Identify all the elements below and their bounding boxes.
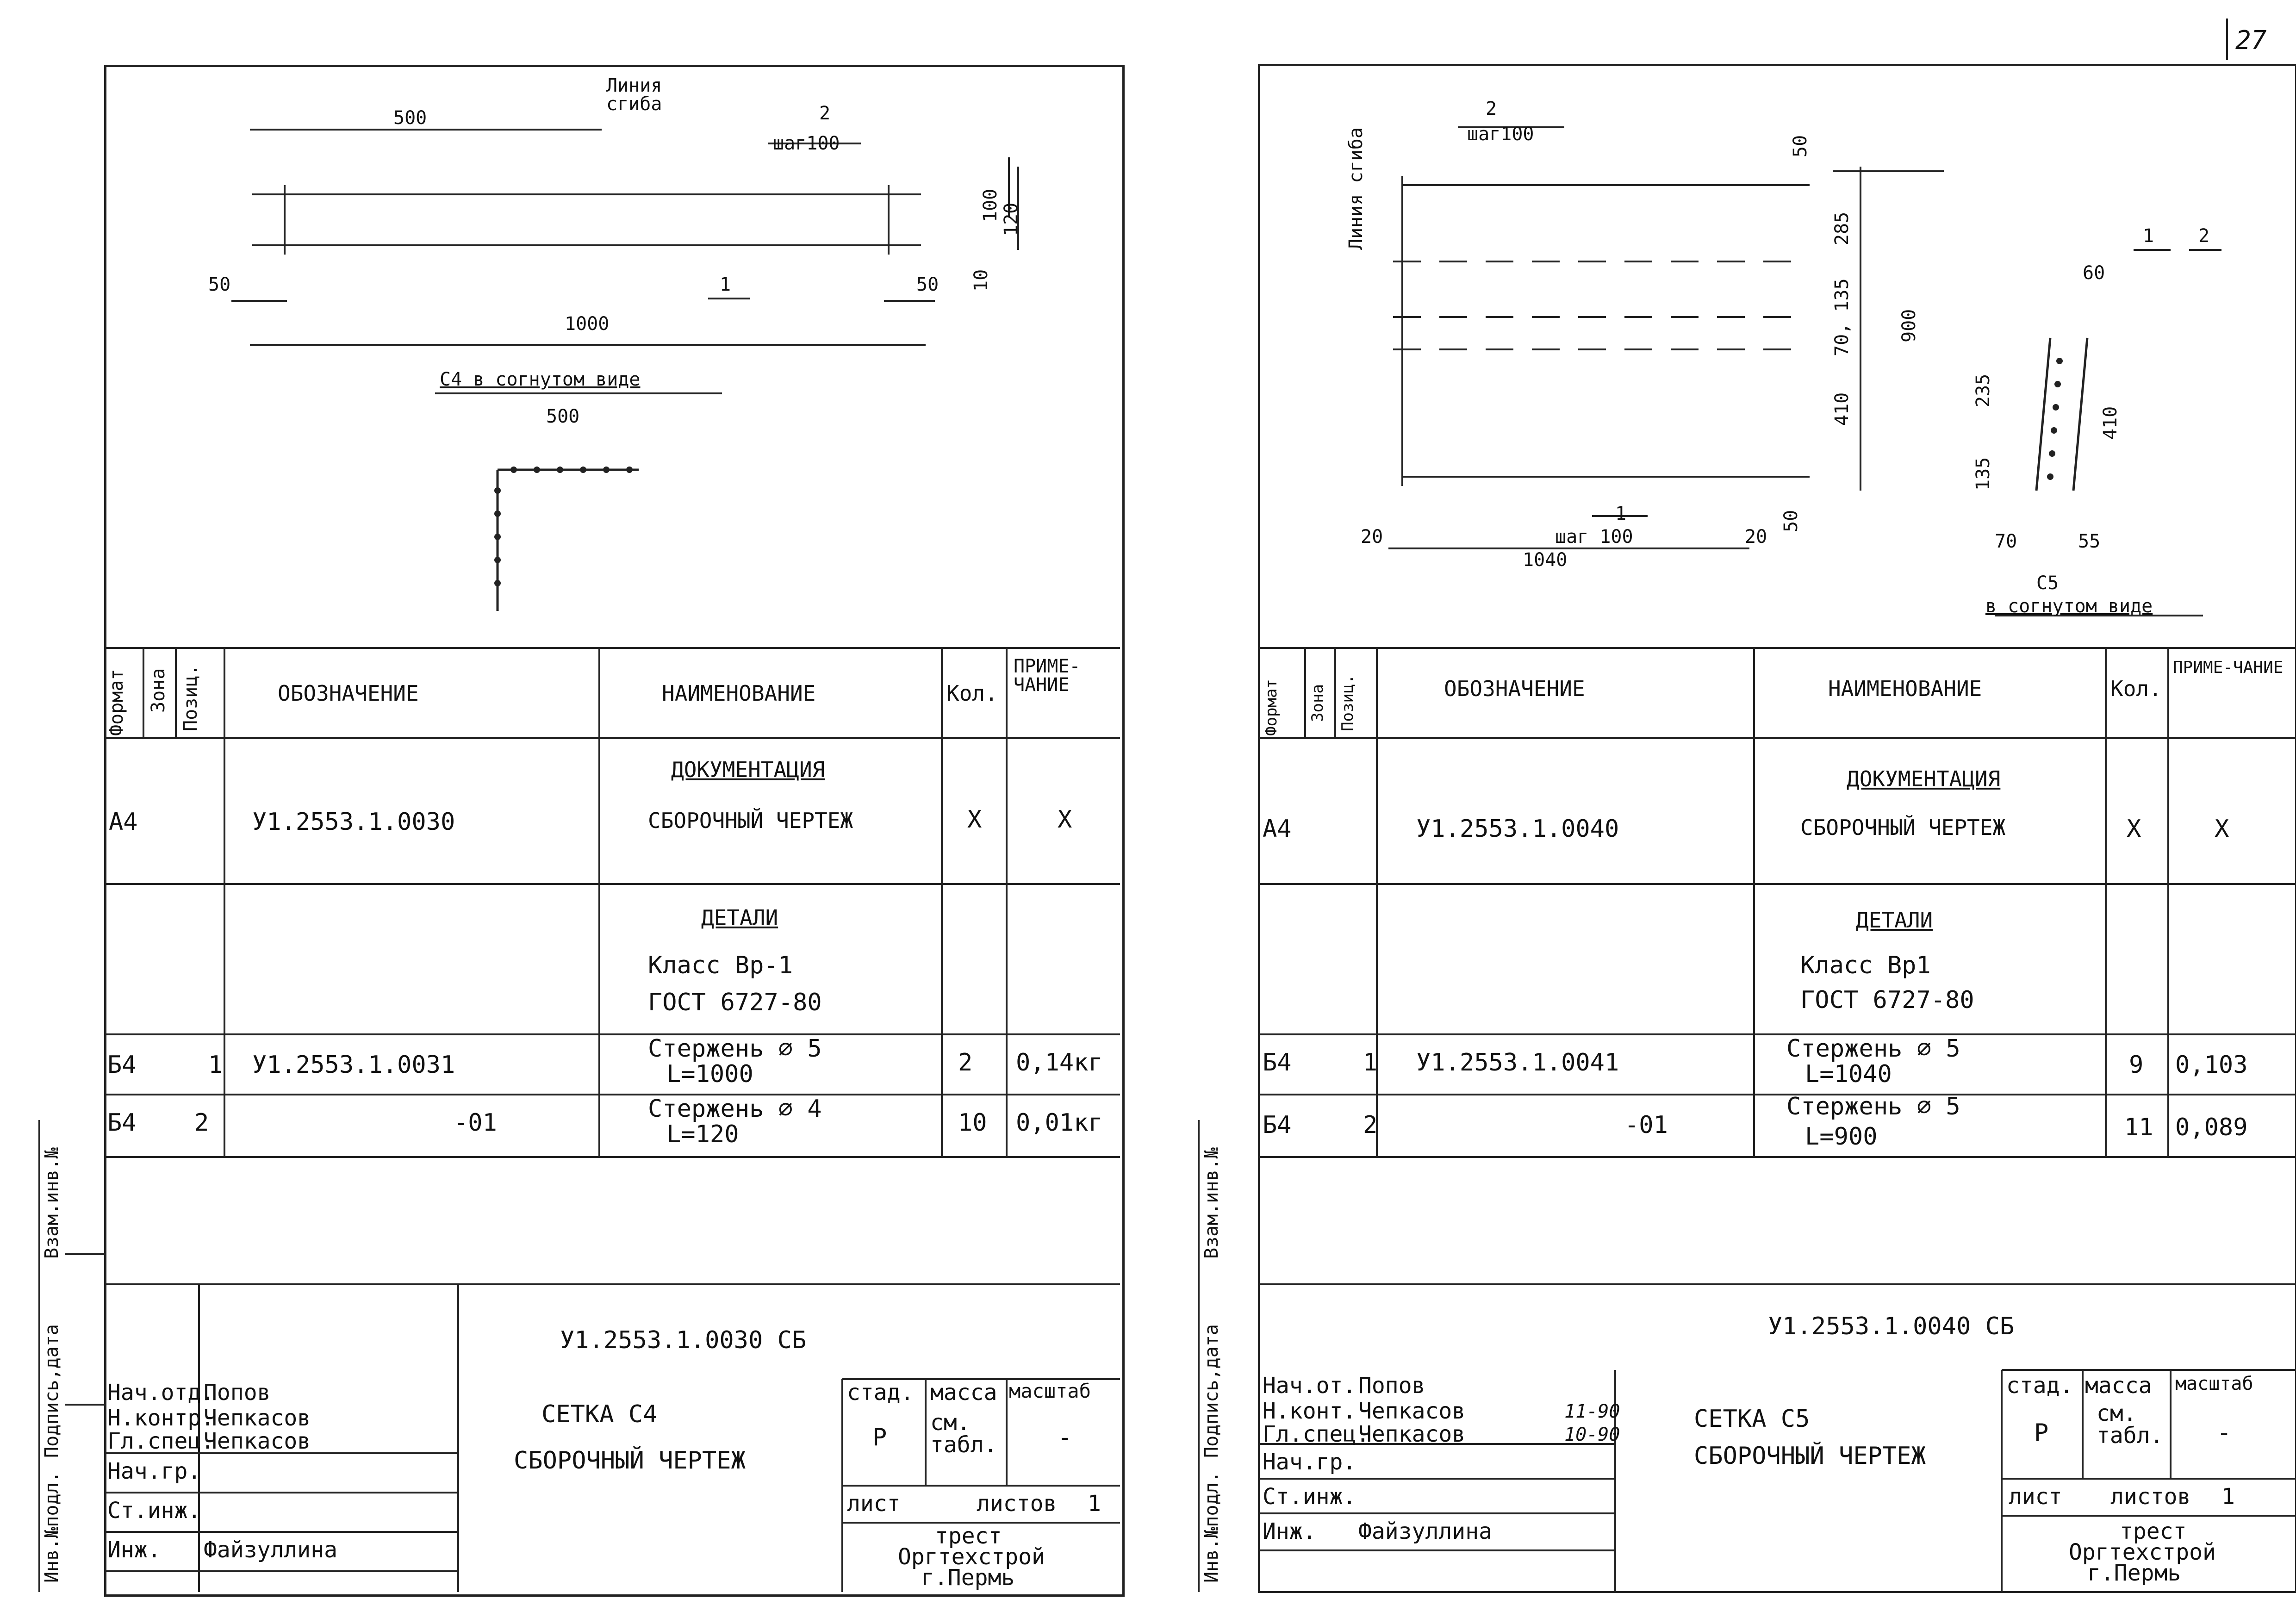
right-dim-50-bottom: 50	[1780, 510, 1802, 532]
left-row1-designation: У1.2553.1.0031	[252, 1051, 455, 1079]
left-tb-scale-label: масштаб	[1009, 1380, 1091, 1402]
left-row1-qty: 2	[958, 1049, 973, 1076]
left-tb-mass-label: масса	[930, 1380, 997, 1406]
right-bent-235: 235	[1972, 373, 1994, 407]
right-row1-name: Стержень ∅ 5	[1786, 1035, 1960, 1063]
right-col-note: ПРИМЕ-ЧАНИЕ	[2173, 658, 2284, 677]
right-doc-name: СБОРОЧНЫЙ ЧЕРТЕЖ	[1800, 815, 2006, 840]
left-row2-qty: 10	[958, 1109, 987, 1137]
right-tb-sheets: 1	[2221, 1484, 2235, 1510]
right-row2-format: Б4	[1263, 1111, 1292, 1139]
right-side-inv-orig: Инв.№подл.	[1201, 1471, 1222, 1583]
right-row1-qty: 9	[2129, 1051, 2144, 1079]
left-dim-120: 120	[1001, 202, 1022, 236]
left-tb-role-2: Н.контр.	[107, 1405, 215, 1431]
left-row2-designation: -01	[454, 1109, 497, 1137]
right-tb-title1: СЕТКА С5	[1694, 1405, 1810, 1433]
right-tb-title2: СБОРОЧНЫЙ ЧЕРТЕЖ	[1694, 1442, 1926, 1470]
left-col-designation: ОБОЗНАЧЕНИЕ	[278, 681, 419, 706]
left-pos2-step: шаг100	[773, 133, 840, 154]
left-tb-sheets: 1	[1088, 1491, 1101, 1517]
right-details-class: Класс Вр1	[1800, 952, 1931, 979]
right-bend-line: Линия сгиба	[1345, 127, 1367, 250]
right-details-section: ДЕТАЛИ	[1856, 908, 1933, 933]
left-doc-name: СБОРОЧНЫЙ ЧЕРТЕЖ	[648, 808, 853, 833]
right-col-name: НАИМЕНОВАНИЕ	[1828, 676, 1982, 701]
left-dim-500-top: 500	[393, 107, 427, 129]
right-tb-sheet-label: лист	[2009, 1484, 2062, 1510]
right-doc-format: А4	[1263, 815, 1292, 843]
right-bent-410: 410	[2100, 406, 2121, 440]
left-dim-50-left: 50	[208, 274, 231, 295]
left-details-class: Класс Bp-1	[648, 952, 793, 979]
right-col-qty: Кол.	[2110, 676, 2162, 701]
left-doc-note: X	[1058, 806, 1072, 834]
left-row2-pos: 2	[194, 1109, 209, 1137]
right-row1-format: Б4	[1263, 1049, 1292, 1076]
left-col-format: Формат	[106, 669, 127, 736]
right-side-replace-inv: Взам.инв.№	[1201, 1147, 1222, 1259]
right-pos1-label: 1	[1615, 503, 1627, 524]
right-tb-scale-label: масштаб	[2175, 1373, 2253, 1394]
left-tb-org1: трест	[935, 1523, 1002, 1549]
right-doc-qty: X	[2127, 815, 2141, 843]
left-pos1-label: 1	[720, 274, 731, 295]
right-dim-900: 900	[1898, 309, 1920, 342]
right-row2-length: L=900	[1805, 1123, 1878, 1151]
left-dim-1000: 1000	[565, 313, 610, 335]
left-tb-role-4: Нач.гр.	[107, 1458, 201, 1484]
left-doc-designation: У1.2553.1.0030	[252, 808, 455, 836]
right-tb-role-2: Н.конт.	[1263, 1398, 1356, 1424]
left-tb-sheets-label: листов	[977, 1491, 1057, 1517]
right-bent-title2: в согнутом виде	[1985, 596, 2153, 617]
right-side-sign-date: Подпись,дата	[1201, 1324, 1222, 1458]
right-details-gost: ГОСТ 6727-80	[1800, 986, 1974, 1014]
right-dim-20-left: 20	[1361, 526, 1383, 548]
left-side-sign-date: Подпись,дата	[41, 1324, 62, 1458]
left-tb-org3: г.Пермь	[921, 1565, 1015, 1591]
left-row1-note: 0,14кг	[1016, 1049, 1103, 1076]
right-col-pos: Позиц.	[1338, 674, 1357, 731]
right-row2-qty: 11	[2124, 1114, 2153, 1141]
right-bent-135: 135	[1972, 457, 1994, 491]
left-row2-note: 0,01кг	[1016, 1109, 1103, 1137]
right-doc-designation: У1.2553.1.0040	[1416, 815, 1619, 843]
left-tb-stage: Р	[872, 1424, 887, 1451]
left-side-inv-orig: Инв.№подл.	[41, 1471, 62, 1583]
right-col-designation: ОБОЗНАЧЕНИЕ	[1444, 676, 1585, 701]
right-tb-name-3: Чепкасов	[1358, 1421, 1466, 1447]
left-doc-qty: X	[967, 806, 982, 834]
right-pos1-step: шаг 100	[1555, 526, 1633, 548]
left-details-section: ДЕТАЛИ	[701, 905, 778, 930]
right-dim-20-right: 20	[1745, 526, 1767, 548]
left-row1-pos: 1	[208, 1051, 223, 1079]
left-tb-role-6: Инж.	[107, 1537, 161, 1563]
right-bent-70: 70	[1995, 531, 2017, 552]
left-tb-role-3: Гл.спец.	[107, 1428, 215, 1454]
left-row1-length: L=1000	[666, 1060, 753, 1088]
right-tb-stage: Р	[2034, 1419, 2049, 1447]
right-row2-name: Стержень ∅ 5	[1786, 1093, 1960, 1120]
left-tb-code: У1.2553.1.0030 СБ	[560, 1326, 807, 1354]
right-row2-pos: 2	[1363, 1111, 1378, 1139]
left-tb-role-1: Нач.отд.	[107, 1380, 215, 1406]
right-row1-note: 0,103	[2175, 1051, 2248, 1079]
left-row1-format: Б4	[107, 1051, 137, 1079]
left-col-qty: Кол.	[946, 681, 998, 706]
right-tb-sheets-label: листов	[2110, 1484, 2191, 1510]
right-tb-org2: Оргтехстрой	[2069, 1539, 2216, 1565]
right-bent-pos2: 2	[2198, 225, 2210, 247]
right-tb-date-2: 11-90	[1564, 1401, 1620, 1422]
right-tb-role-5: Ст.инж.	[1263, 1484, 1356, 1510]
right-tb-code: У1.2553.1.0040 СБ	[1768, 1313, 2015, 1340]
right-tb-org1: трест	[2120, 1518, 2187, 1544]
left-dim-50-right: 50	[916, 274, 939, 295]
left-tb-stage-label: стад.	[847, 1380, 914, 1406]
right-doc-note: X	[2215, 815, 2229, 843]
left-tb-org2: Оргтехстрой	[898, 1544, 1045, 1570]
right-dim-50-top: 50	[1790, 135, 1811, 157]
left-row2-length: L=120	[666, 1120, 739, 1148]
left-bend-line: Линия сгиба	[606, 75, 662, 115]
left-dim-100: 100	[980, 188, 1001, 222]
right-bent-pos1: 1	[2143, 225, 2154, 247]
right-tb-name-1: Попов	[1358, 1373, 1425, 1399]
right-dim-1040: 1040	[1523, 549, 1568, 571]
right-bent-title1: С5	[2036, 572, 2059, 594]
left-row2-name: Стержень ∅ 4	[648, 1095, 822, 1123]
right-bent-55: 55	[2078, 531, 2101, 552]
right-tb-mass-label: масса	[2085, 1373, 2152, 1399]
right-row1-length: L=1040	[1805, 1060, 1892, 1088]
right-doc-section: ДОКУМЕНТАЦИЯ	[1847, 766, 2001, 791]
left-side-replace-inv: Взам.инв.№	[41, 1147, 62, 1259]
left-col-zone: Зона	[148, 668, 169, 713]
left-pos2-label: 2	[819, 103, 831, 124]
right-tb-org3: г.Пермь	[2087, 1560, 2181, 1586]
right-tb-name-6: Файзуллина	[1358, 1518, 1492, 1544]
right-tb-date-3: 10-90	[1564, 1424, 1620, 1445]
left-tb-role-5: Ст.инж.	[107, 1498, 201, 1524]
right-bent-60: 60	[2083, 262, 2105, 284]
right-row1-pos: 1	[1363, 1049, 1378, 1076]
right-dim-70-135: 70, 135	[1831, 278, 1853, 356]
left-tb-name-2: Чепкасов	[204, 1405, 311, 1431]
right-tb-name-2: Чепкасов	[1358, 1398, 1466, 1424]
left-col-pos: Позиц.	[180, 664, 201, 731]
right-dim-285: 285	[1831, 212, 1853, 245]
right-tb-role-3: Гл.спец.	[1263, 1421, 1370, 1447]
right-tb-role-6: Инж.	[1263, 1518, 1316, 1544]
left-tb-mass: см. табл.	[930, 1410, 997, 1458]
right-col-format: Формат	[1262, 679, 1281, 736]
left-details-gost: ГОСТ 6727-80	[648, 989, 822, 1016]
left-doc-section: ДОКУМЕНТАЦИЯ	[671, 757, 825, 782]
right-tb-role-4: Нач.гр.	[1263, 1449, 1356, 1475]
right-pos2-label: 2	[1486, 98, 1497, 119]
left-tb-name-6: Файзуллина	[204, 1537, 337, 1563]
right-tb-mass: см. табл.	[2097, 1400, 2164, 1449]
page-number: 27	[2235, 25, 2267, 56]
right-col-zone: Зона	[1308, 684, 1327, 722]
left-bent-title: С4 в согнутом виде	[440, 369, 641, 390]
left-dim-500-bent: 500	[546, 406, 580, 427]
left-doc-format: А4	[109, 808, 138, 836]
right-tb-stage-label: стад.	[2006, 1373, 2073, 1399]
left-dim-10: 10	[971, 269, 992, 292]
left-row1-name: Стержень ∅ 5	[648, 1035, 822, 1063]
right-tb-role-1: Нач.от.	[1263, 1373, 1356, 1399]
right-row2-designation: -01	[1624, 1111, 1668, 1139]
left-tb-sheet-label: лист	[847, 1491, 901, 1517]
left-row2-format: Б4	[107, 1109, 137, 1137]
left-col-note: ПРИМЕ-ЧАНИЕ	[1014, 656, 1081, 696]
rebar-dots	[494, 358, 2063, 586]
right-tb-scale: -	[2217, 1419, 2232, 1447]
left-tb-title1: СЕТКА С4	[541, 1400, 658, 1428]
right-row2-note: 0,089	[2175, 1114, 2248, 1141]
left-tb-name-1: Попов	[204, 1380, 271, 1406]
right-dim-410: 410	[1831, 392, 1853, 426]
left-col-name: НАИМЕНОВАНИЕ	[662, 681, 816, 706]
right-row1-designation: У1.2553.1.0041	[1416, 1049, 1619, 1076]
left-tb-name-3: Чепкасов	[204, 1428, 311, 1454]
left-tb-scale: -	[1058, 1424, 1072, 1451]
right-pos2-step: шаг100	[1467, 124, 1534, 145]
left-tb-title2: СБОРОЧНЫЙ ЧЕРТЕЖ	[514, 1447, 746, 1475]
